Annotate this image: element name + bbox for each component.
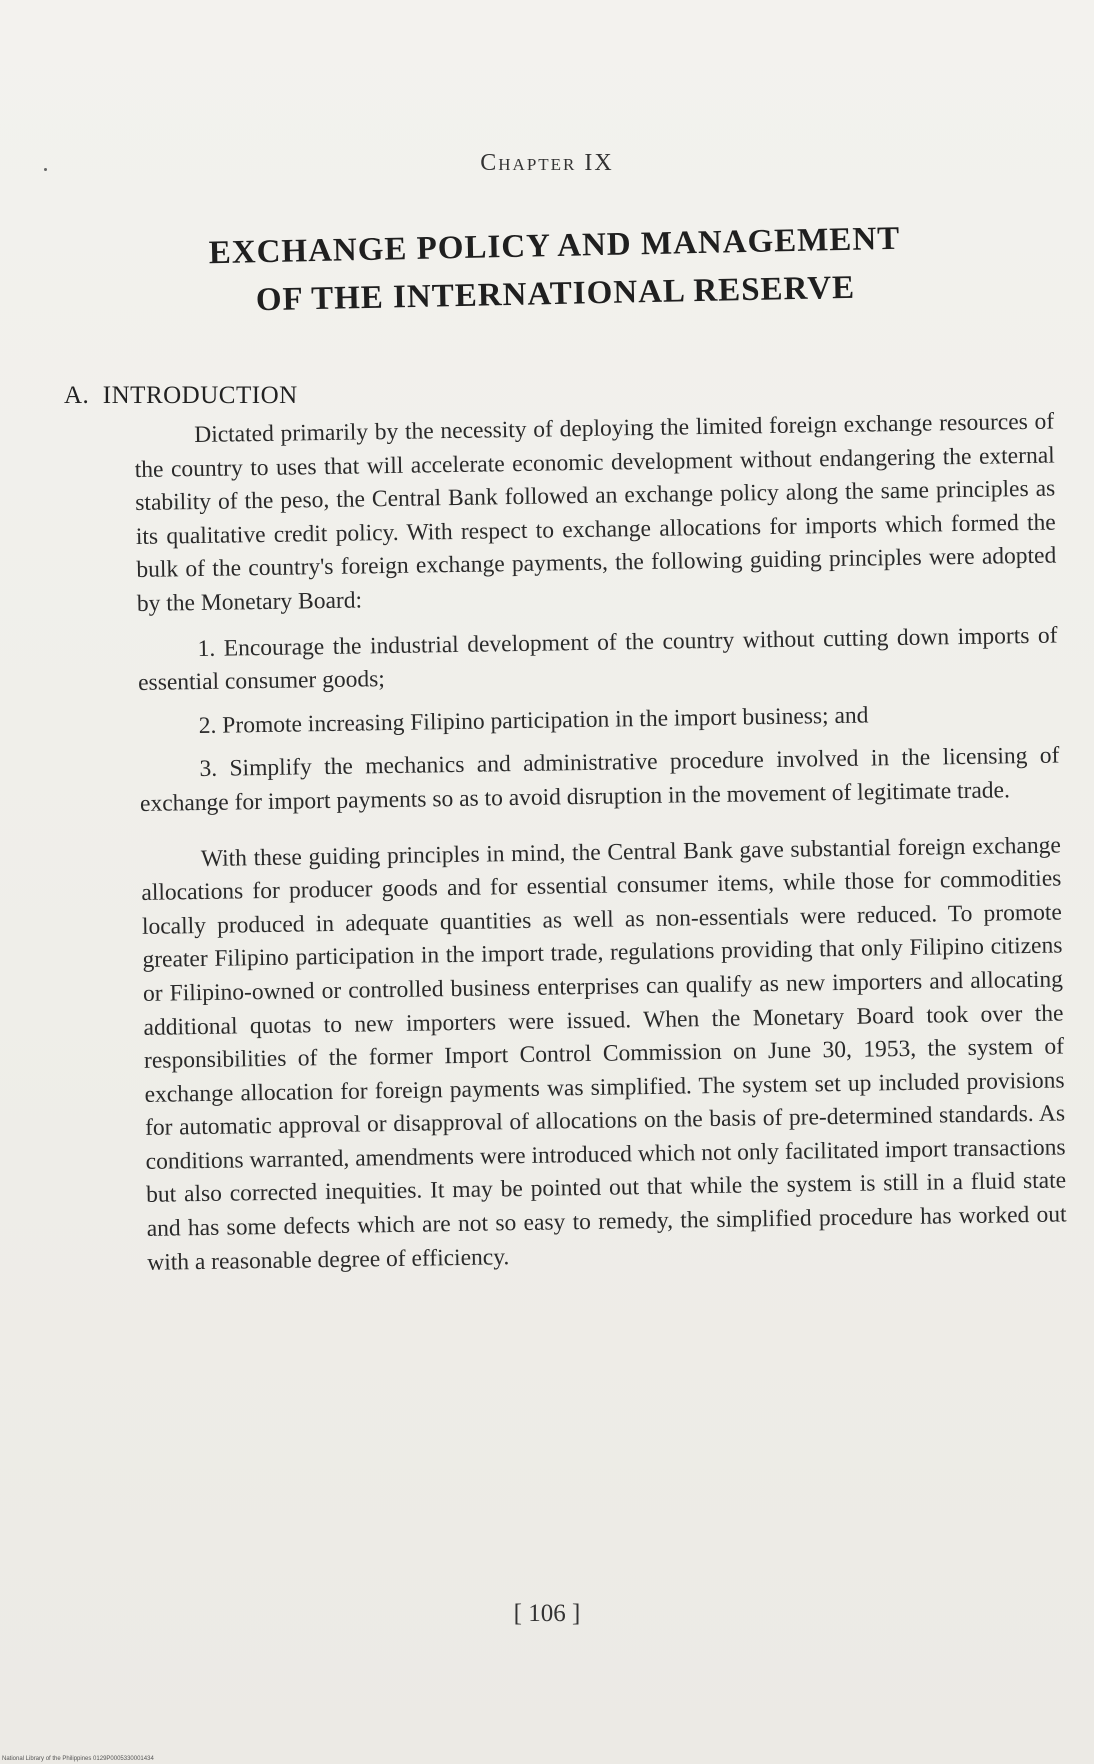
principle-item-2: 2. Promote increasing Filipino participation in the import business; and <box>198 702 869 739</box>
chapter-label: Chapter IX <box>480 150 614 176</box>
principle-item-3: 3. Simplify the mechanics and administrative procedure involved in the licensing of exchange for import payments so as to avoid disruption in the movement of legitimate trade. <box>139 742 1060 817</box>
chapter-title-line-1: EXCHANGE POLICY AND MANAGEMENT <box>208 220 901 272</box>
scan-footer-note: National Library of the Philippines 0129P0005330001434 <box>2 1756 154 1762</box>
main-paragraph: With these guiding principles in mind, the Central Bank gave substantial foreign exchange allocations for producer goods and for essential consumer items, while those for commodities locally produced in adequate quantities as well as non-essentials were reduced. To promote greater Filipino participation in the import trade, regulations providing that only Filipino citizens or Filipino-owned or controlled business enterprises can qualify as new importers and allocating additional quotas to new importers were issued. When the Monetary Board took over the responsibilities of the former Import Control Commission on June 30, 1953, the system of exchange allocation for foreign payments was simplified. The system set up included provisions for automatic approval or disapproval of allocations on the basis of pre-determined standards. As conditions warranted, amendments were introduced which not only facilitated import transactions but also corrected inequities. It may be pointed out that while the system is still in a fluid state and has some defects which are not so easy to remedy, the simplified procedure has worked out with a reasonable degree of efficiency. <box>141 832 1067 1276</box>
section-heading: A. INTRODUCTION <box>64 382 298 409</box>
chapter-title-line-2: OF THE INTERNATIONAL RESERVE <box>255 269 856 319</box>
page-number: [ 106 ] <box>513 1600 581 1627</box>
intro-paragraph: Dictated primarily by the necessity of deploying the limited foreign exchange resources of the country to uses that will accelerate economic development without endangering the external stability of the peso, the Central Bank followed an exchange policy along the same principles as its qualitative credit policy. With respect to exchange allocations for imports which formed the bulk of the country's foreign exchange payments, the following guiding principles were adopted by the Monetary Board: <box>134 408 1057 617</box>
body-text <box>134 406 1067 1281</box>
chapter-title <box>139 213 971 326</box>
principle-item-1: 1. Encourage the industrial development of the country without cutting down imports of essential consumer goods; <box>137 622 1058 697</box>
